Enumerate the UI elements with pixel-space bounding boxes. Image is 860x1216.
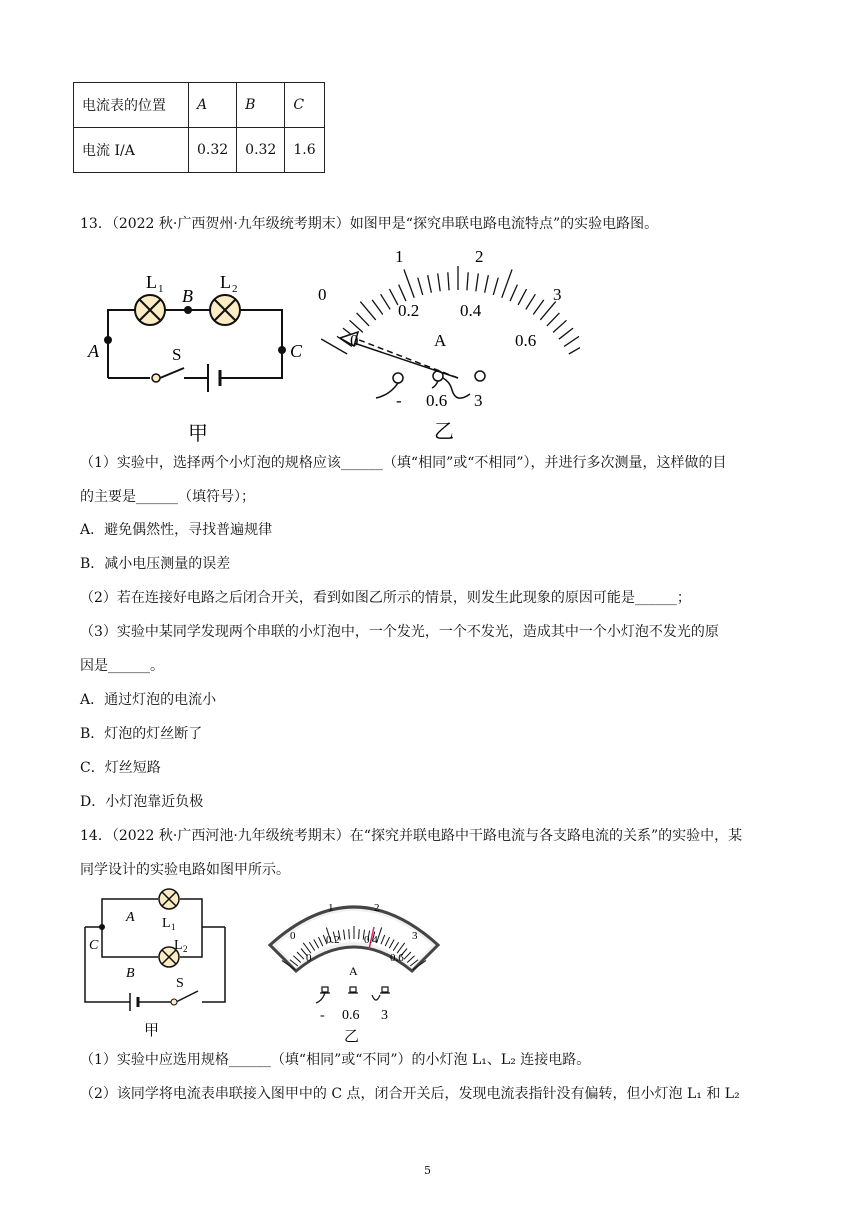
question-13-part-1: （1）实验中，选择两个小灯泡的规格应该______（填“相同”或“不相同”），并进行多次测量，这样做的目: [80, 455, 727, 471]
question-13-part-3-cont: 因是______。: [80, 658, 164, 674]
lamp-l1-label: L: [146, 272, 157, 292]
parallel-circuit-diagram: [80, 885, 240, 1045]
scale-top-label: 0: [290, 930, 296, 942]
scale-top-label: 1: [395, 247, 404, 266]
figure-caption: 乙: [434, 421, 454, 443]
page-number: 5: [424, 1164, 431, 1177]
table-cell: A: [189, 83, 237, 128]
scale-tick: [533, 300, 544, 315]
point-c-label: C: [290, 341, 303, 361]
figure-caption: 乙: [344, 1029, 360, 1045]
scale-tick: [448, 272, 449, 290]
lamp-l2-subscript: 2: [183, 944, 188, 954]
question-13-part-1-cont: 的主要是______（填符号）；: [80, 489, 255, 505]
scale-bottom-label: 0: [306, 952, 312, 964]
scale-tick: [526, 294, 536, 309]
table-row: [74, 128, 325, 173]
lamp-l1-subscript: 1: [171, 922, 176, 932]
lamp-l1-subscript: 1: [158, 283, 164, 295]
question-14-header-cont: 同学设计的实验电路如图甲所示。: [80, 862, 290, 878]
scale-tick: [438, 273, 441, 291]
question-13-part-2: （2）若在连接好电路之后闭合开关，看到如图乙所示的情景，则发生此现象的原因可能是______；: [80, 590, 691, 606]
answer-option: A．避免偶然性，寻找普遍规律: [80, 522, 273, 538]
question-13-part-3: （3）实验中某同学发现两个串联的小灯泡中，一个发光，一个不发光，造成其中一个小灯泡不发光的原: [80, 624, 719, 640]
switch-label: S: [172, 345, 182, 364]
point-b-label: B: [182, 286, 193, 306]
scale-tick: [547, 313, 560, 326]
answer-option: B．灯泡的灯丝断了: [80, 726, 203, 742]
scale-tick: [389, 289, 397, 305]
table-row: [74, 83, 325, 128]
figure-caption: 甲: [188, 423, 208, 445]
table-cell: C: [285, 83, 324, 128]
table-cell: 1.6: [285, 128, 324, 173]
scale-top-label: 2: [475, 247, 484, 266]
scale-tick: [502, 270, 512, 298]
lamp-l2-subscript: 2: [232, 283, 238, 295]
scale-tick: [399, 285, 406, 301]
scale-bottom-label: 0.2: [398, 301, 420, 320]
answer-option: A．通过灯泡的电流小: [80, 692, 217, 708]
terminal-label: 0.6: [426, 391, 448, 410]
question-13-header: 13．（2022 秋·广西贺州·九年级统考期末）如图甲是“探究串联电路电流特点”的实验电路图。: [80, 216, 659, 232]
scale-tick: [540, 302, 555, 320]
lamp-l2-label: L: [220, 272, 231, 292]
table-cell: B: [237, 83, 285, 128]
scale-tick: [485, 275, 489, 293]
ammeter-dial-figure: [310, 240, 580, 445]
terminal-label: 3: [381, 1008, 388, 1023]
scale-tick: [428, 275, 432, 293]
unit-label: A: [434, 331, 447, 350]
scale-tick: [418, 278, 423, 295]
scale-tick: [518, 289, 526, 305]
scale-tick: [510, 285, 517, 301]
point-a-label: A: [126, 910, 135, 925]
table-cell: 0.32: [189, 128, 237, 173]
lamp-l2-label: L: [174, 938, 183, 953]
scale-tick: [569, 339, 580, 354]
table-cell: 电流表的位置: [74, 83, 189, 128]
current-table: [73, 82, 325, 173]
scale-tick: [360, 302, 375, 320]
scale-top-label: 0: [318, 285, 327, 304]
answer-option: B．减小电压测量的误差: [80, 556, 231, 572]
table-cell: 0.32: [237, 128, 285, 173]
scale-top-label: 1: [328, 902, 334, 914]
scale-tick: [564, 336, 579, 346]
scale-top-label: 3: [553, 285, 562, 304]
lamp-l1-label: L: [162, 916, 171, 931]
scale-bottom-label: 0.6: [390, 952, 404, 964]
question-14-header: 14．（2022 秋·广西河池·九年级统考期末）在“探究并联电路中干路电流与各支路电流的关系”的实验中，某: [80, 828, 743, 844]
scale-bottom-label: 0.4: [364, 934, 378, 946]
terminal-label: -: [320, 1008, 325, 1023]
scale-tick: [381, 294, 391, 309]
scale-tick: [553, 320, 566, 332]
scale-tick: [359, 929, 360, 939]
switch-label: S: [176, 976, 184, 991]
scale-tick: [559, 328, 573, 339]
ammeter-dial-figure: [262, 883, 452, 1048]
scale-tick: [357, 313, 370, 326]
scale-tick: [476, 273, 479, 291]
scale-tick: [404, 270, 414, 298]
point-c-label: C: [89, 938, 99, 953]
table-cell: 电流 I/A: [74, 128, 189, 173]
scale-bottom-label: 0.2: [326, 934, 340, 946]
scale-tick: [372, 300, 383, 315]
scale-tick: [467, 272, 468, 290]
scale-top-label: 3: [412, 930, 418, 942]
scale-bottom-label: 0.4: [460, 301, 482, 320]
answer-option: D．小灯泡靠近负极: [80, 794, 204, 810]
figure-caption: 甲: [144, 1023, 160, 1039]
terminal-label: -: [396, 391, 402, 410]
answer-option: C．灯丝短路: [80, 760, 161, 776]
scale-bottom-label: 0.6: [515, 331, 537, 350]
scale-bottom-label: 0: [350, 331, 359, 350]
scale-tick: [349, 929, 350, 939]
scale-top-label: 2: [374, 902, 380, 914]
question-14-part-2: （2）该同学将电流表串联接入图甲中的 C 点，闭合开关后，发现电流表指针没有偏转，但小灯泡 L₁ 和 L₂: [80, 1086, 740, 1102]
point-a-label: A: [88, 341, 99, 361]
series-circuit-diagram: [80, 260, 310, 450]
point-b-label: B: [126, 966, 135, 981]
unit-label: A: [349, 964, 358, 978]
question-14-part-1: （1）实验中应选用规格______（填“相同”或“不同”）的小灯泡 L₁、L₂ 连接电路。: [80, 1052, 591, 1068]
scale-tick: [493, 278, 498, 295]
terminal-label: 0.6: [342, 1008, 360, 1023]
terminal-label: 3: [474, 391, 483, 410]
